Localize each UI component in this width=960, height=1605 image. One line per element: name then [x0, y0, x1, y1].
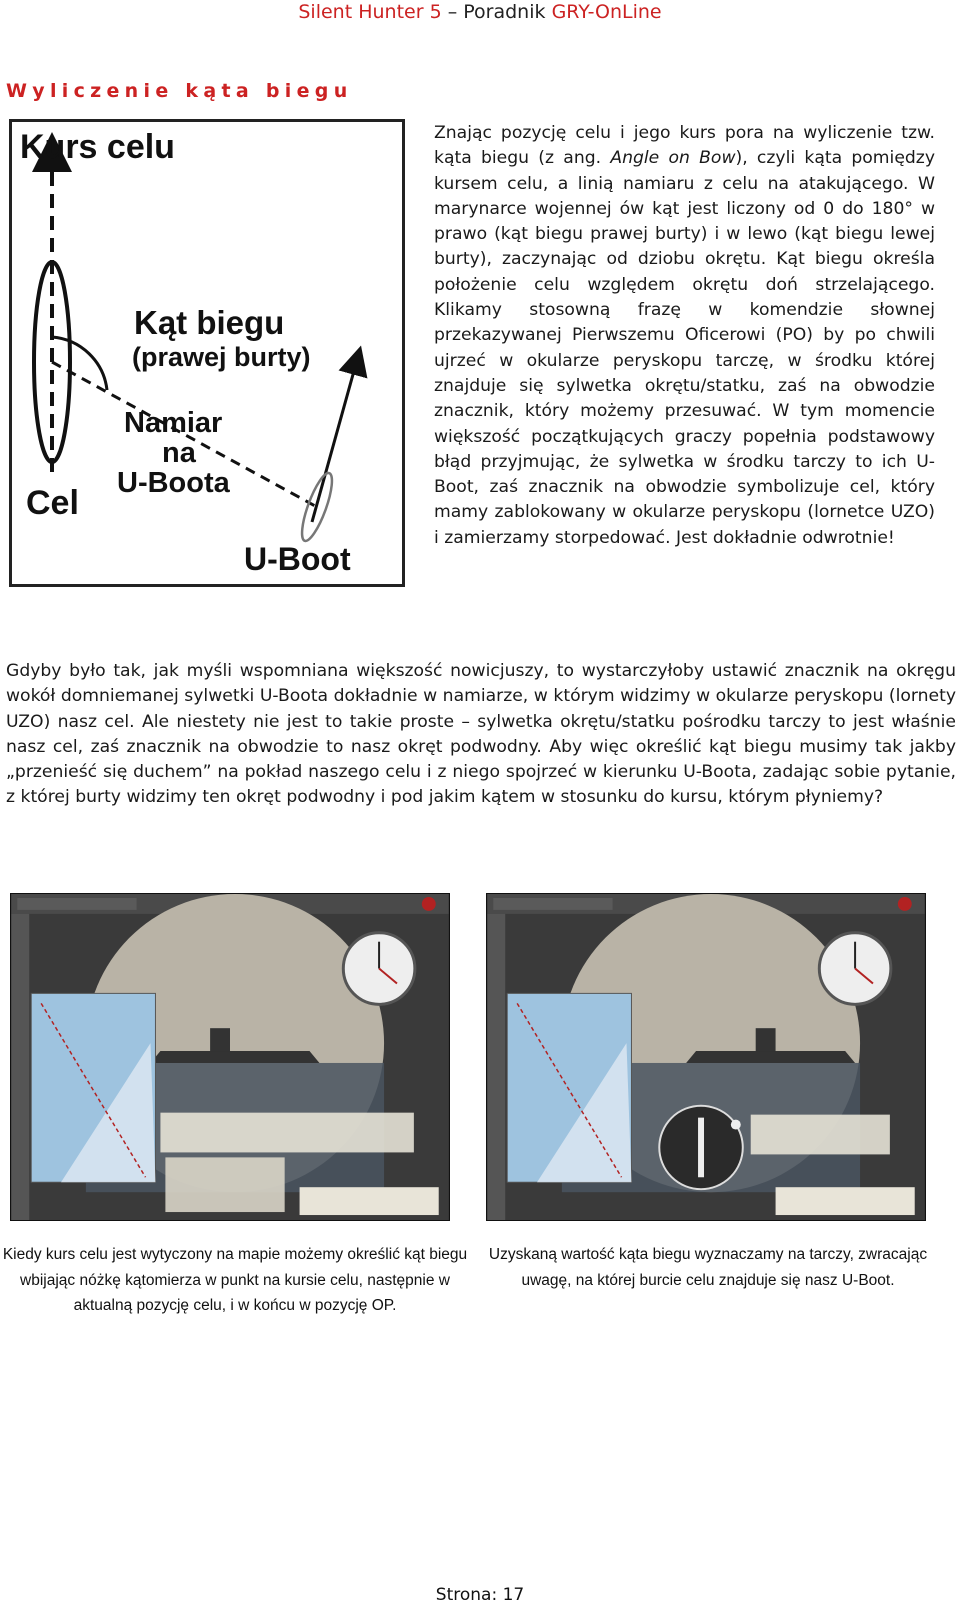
label-bearing-2: na: [162, 437, 196, 469]
label-bearing-1: Namiar: [124, 407, 223, 439]
label-angle-2: (prawej burty): [132, 342, 311, 372]
caption-left: Kiedy kurs celu jest wytyczony na mapie możemy określić kąt biegu wbijając nóżkę kątomierza w punkt na kursie celu, następnie w aktualną pozycję celu, i w końcu w pozycję OP.: [2, 1246, 468, 1314]
label-uboat: U-Boot: [244, 541, 351, 577]
angle-on-bow-diagram: [9, 119, 405, 587]
screenshot-right: [486, 893, 926, 1221]
angle-arc: [52, 337, 107, 390]
screenshot-right-image: [487, 894, 925, 1220]
header-guide: Poradnik: [463, 1, 546, 23]
section-title: Wyliczenie kąta biegu: [6, 80, 353, 102]
header-dash: –: [447, 1, 458, 23]
intro-text-2: ), czyli kąta pomiędzy kursem celu, a linią namiaru z celu na atakującego. W marynarce wojennej ów kąt jest liczony od 0 do 180° w prawo (kąt biegu prawej burty) i w lewo (kąt biegu lewej burty), zaczynając od dziobu okrętu. Kąt biegu określa położenie celu względem okrętu doń strzelającego. Klikamy stosowną frazę w komendzie słownej przekazywanej Pierwszemu Oficerowi (PO) by po chwili ujrzeć w okularze peryskopu tarczę, w środku której znajduje się sylwetka okrętu/statku, zaś na obwodzie znacznik, który możemy przesuwać. W tym momencie większość początkujących graczy popełnia podstawowy błąd przyjmując, że sylwetka w środku tarczy to ich U-Boot, zaś znacznik na obwodzie symbolizuje cel, który mamy zablokowany w okularze peryskopu (lornetce UZO) i zamierzamy storpedować. Jest dokładnie odwrotnie!: [434, 148, 935, 548]
page-header: [0, 0, 960, 24]
caption-right: Uzyskaną wartość kąta biegu wyznaczamy na tarczy, zwracając uwagę, na której burcie celu znajduje się nasz U-Boot.: [488, 1246, 928, 1289]
screenshot-left-image: [11, 894, 449, 1220]
screenshot-left: [10, 893, 450, 1221]
diagram-drawing: [12, 122, 402, 584]
header-game: Silent Hunter 5: [298, 1, 442, 23]
label-target: Cel: [26, 484, 79, 522]
intro-text-1: Znając pozycję celu i jego kurs pora na wyliczenie tzw. kąta biegu (z ang.: [434, 123, 935, 169]
header-site: GRY-OnLine: [551, 1, 662, 23]
uboat-course-arrow: [312, 360, 357, 522]
page-number: Strona: 17: [435, 1585, 525, 1605]
label-course: Kurs celu: [20, 128, 175, 166]
label-angle-1: Kąt biegu: [134, 304, 285, 341]
body-paragraph: Gdyby było tak, jak myśli wspomniana większość nowicjuszy, to wystarczyłoby ustawić znacznik na okręgu wokół domniemanej sylwetki U-Boota dokładnie w namiarze, w którym widzimy w okularze peryskopu (lornety UZO) nasz cel. Ale niestety nie jest to takie proste – sylwetka okrętu/statku pośrodku tarczy to jest właśnie nasz cel, zaś znacznik na obwodzie to nasz okręt podwodny. Aby więc określić kąt biegu musimy tak jakby „przenieść się duchem” na pokład naszego celu i z niego spojrzeć w kierunku U-Boota, zadając sobie pytanie, z której burty widzimy ten okręt podwodny i pod jakim kątem w stosunku do kursu, którym płyniemy?: [6, 661, 956, 808]
intro-text-em: Angle on Bow: [610, 148, 736, 169]
label-bearing-3: U-Boota: [117, 467, 230, 499]
intro-paragraph: [434, 121, 935, 551]
